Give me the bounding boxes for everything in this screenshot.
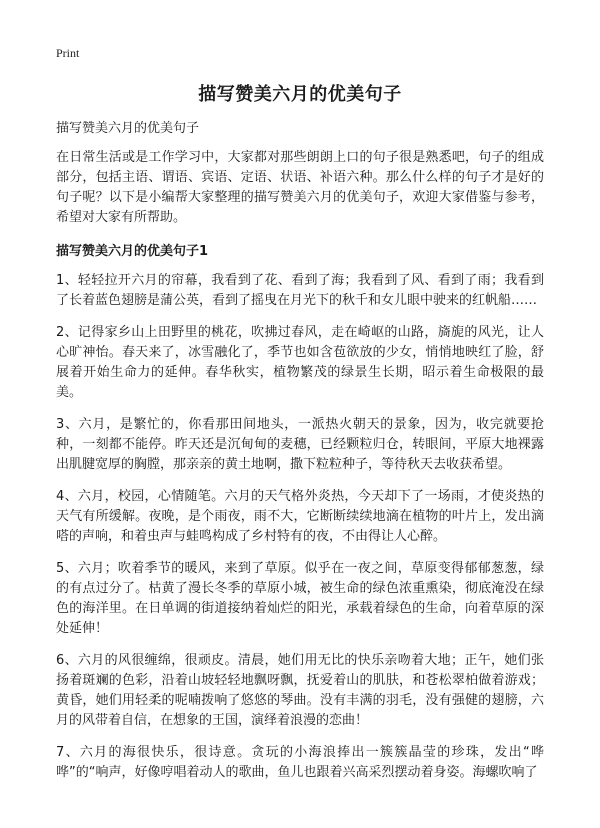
article-subtitle: 描写赞美六月的优美句子 [56,121,200,136]
paragraph-4: 4、六月，校园，心情随笔。六月的天气格外炎热，今天却下了一场雨，才使炎热的天气有所缓解。夜晚，是个雨夜，雨不大，它断断续续地滴在植物的叶片上，发出滴嗒的声响，和着虫声与蛙鸣构成了乡村特有的夜，不由得让人心醉。 [56,489,544,544]
paragraph-7: 7、六月的海很快乐，很诗意。贪玩的小海浪捧出一簇簇晶莹的珍珠，发出“哗哗”的“响声，好像哼唱着动人的歌曲，鱼儿也跟着兴高采烈摆动着身姿。海螺吹响了 [56,745,544,780]
intro-paragraph: 在日常生活或是工作学习中，大家都对那些朗朗上口的句子很是熟悉吧，句子的组成部分，包括主语、谓语、宾语、定语、状语、补语六种。那么什么样的句子才是好的句子呢？以下是小编帮大家整理的描写赞美六月的优美句子，欢迎大家借鉴与参考，希望对大家有所帮助。 [56,150,544,225]
print-label[interactable]: Print [56,46,80,60]
page-title: 描写赞美六月的优美句子 [198,84,402,105]
paragraph-2: 2、记得家乡山上田野里的桃花，吹拂过春风，走在崎岖的山路，旖旎的风光，让人心旷神怡。春天来了，冰雪融化了，季节也如含苞欲放的少女，悄悄地映红了脸，舒展着开始生命力的延伸。春华秋实，植物繁茂的绿景生长期，昭示着生命极限的最美。 [56,325,544,400]
paragraph-1: 1、轻轻拉开六月的帘幕，我看到了花、看到了海；我看到了风、看到了雨；我看到了长着蓝色翅膀是蒲公英，看到了摇曳在月光下的秋千和女儿眼中驶来的红帆船…… [56,273,544,308]
section-heading: 描写赞美六月的优美句子1 [56,244,209,259]
paragraph-6: 6、六月的风很缠绵，很顽皮。清晨，她们用无比的快乐亲吻着大地；正午，她们张扬着斑斓的色彩，沿着山坡轻轻地飘呀飘，抚爱着山的肌肤，和苍松翠柏做着游戏；黄昏，她们用轻柔的呢喃拨响了悠悠的琴曲。没有丰满的羽毛，没有强健的翅膀，六月的风带着自信，在想象的王国，演绎着浪漫的恋曲！ [56,653,544,728]
paragraph-5: 5、六月；吹着季节的暖风，来到了草原。似乎在一夜之间，草原变得郁郁葱葱，绿的有点过分了。枯黄了漫长冬季的草原小城，被生命的绿色浓重熏染，彻底淹没在绿色的海洋里。在日单调的街道接纳着灿烂的阳光，承载着绿色的生命，向着草原的深处延伸！ [56,561,544,636]
paragraph-3: 3、六月，是繁忙的，你看那田间地头，一派热火朝天的景象，因为，收完就要抢种，一刻都不能停。昨天还是沉甸甸的麦穗，已经颗粒归仓，转眼间，平原大地裸露出肌腱宽厚的胸膛，那亲亲的黄土地啊，撒下粒粒种子，等待秋天去收获希望。 [56,417,544,472]
article-body [56,117,544,795]
